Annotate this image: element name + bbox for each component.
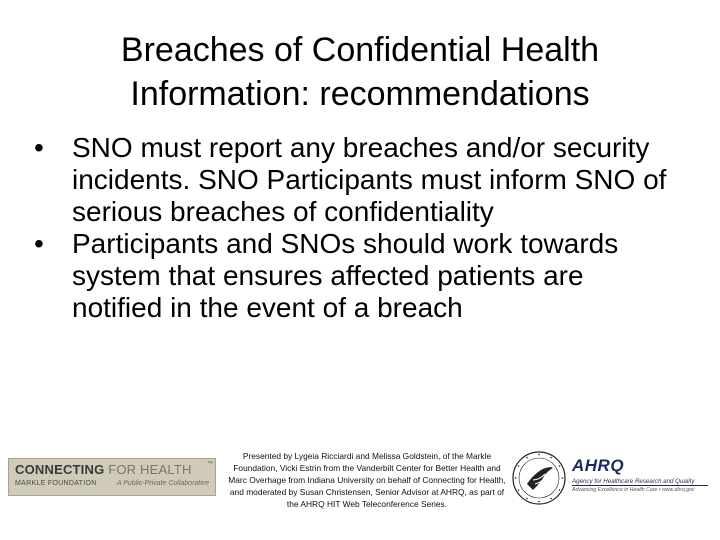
connecting-for-health-logo xyxy=(8,458,216,496)
cfh-logo-light-text: FOR HEALTH xyxy=(108,462,192,477)
bullet-list xyxy=(30,132,680,324)
ahrq-logo xyxy=(568,456,712,504)
ahrq-logo-full-name: Agency for Healthcare Research and Quality xyxy=(572,478,695,485)
cfh-logo-markle: MARKLE FOUNDATION xyxy=(15,480,97,487)
cfh-logo-subline xyxy=(15,480,209,487)
bullet-text: Participants and SNOs should work towards system that ensures affected patients are notified in the event of a breach xyxy=(72,228,619,323)
cfh-logo-wordmark xyxy=(15,462,192,477)
bullet-text: SNO must report any breaches and/or security incidents. SNO Participants must inform SNO of serious breaches of confidentiality xyxy=(72,132,667,227)
hhs-eagle-seal-icon xyxy=(511,450,567,506)
footer xyxy=(0,446,720,540)
bullet-marker: • xyxy=(34,132,44,163)
cfh-logo-tagline: A Public-Private Collaborative xyxy=(116,480,210,487)
ahrq-logo-divider xyxy=(572,485,708,486)
cfh-logo-dark-text: CONNECTING xyxy=(15,462,105,477)
bullet-item xyxy=(30,228,680,324)
bullet-item xyxy=(30,132,680,228)
cfh-trademark: ™ xyxy=(207,461,213,467)
title-line-1: Breaches of Confidential Health xyxy=(120,31,600,69)
ahrq-logo-name: AHRQ xyxy=(572,456,625,475)
ahrq-logo-tagline: Advancing Excellence in Health Care • www.ahrq.gov xyxy=(572,487,695,493)
presenter-credit: Presented by Lygeia Ricciardi and Melissa Goldstein, of the Markle Foundation, Vicki Estrin from the Vanderbilt Center for Better Health and Marc Overhage from Indiana University on behalf of Connecting for Health, and moderated by Susan Christensen, Senior Advisor at AHRQ, as part of the AHRQ HIT Web Teleconference Series. xyxy=(228,451,506,509)
slide-title xyxy=(40,28,680,116)
bullet-marker: • xyxy=(34,228,44,259)
title-line-2: Information: recommendations xyxy=(130,75,590,113)
